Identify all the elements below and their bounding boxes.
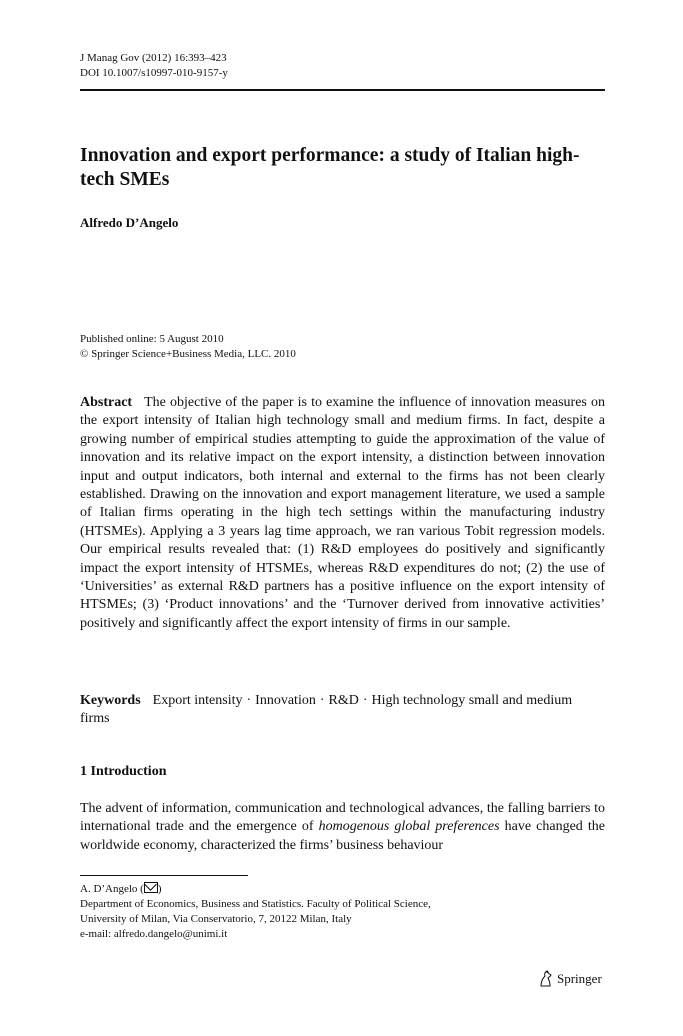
footnote-department: Department of Economics, Business and Statistics. Faculty of Political Science, <box>80 898 431 910</box>
paper-title: Innovation and export performance: a study of Italian high-tech SMEs <box>80 145 580 190</box>
keyword: R&D <box>328 693 359 708</box>
footnote-author: A. D’Angelo ( ) <box>80 883 162 895</box>
footnote-rule <box>80 875 248 876</box>
introduction-text: The advent of information, communication and technological advances, the falling barriers to international trade and the emergence of homogenous global preferences have changed the worldwide economy, characterized the firms’ business behaviour <box>80 801 605 853</box>
envelope-icon[interactable] <box>144 882 158 893</box>
keyword: Export intensity <box>152 693 243 708</box>
header-rule <box>80 89 605 91</box>
emphasis: homogenous global preferences <box>318 819 500 835</box>
publisher-logo <box>538 970 602 988</box>
section-heading: 1 Introduction <box>80 764 167 779</box>
footnote-email[interactable]: e-mail: alfredo.dangelo@unimi.it <box>80 928 228 940</box>
publication-info <box>80 332 296 362</box>
keywords: Keywords Export intensity · Innovation · R&D · High technology small and medium firms <box>80 693 573 727</box>
abstract-text: The objective of the paper is to examine the influence of innovation measures on the export intensity of Italian high technology small and medium firms. In fact, despite a growing number of empirical studies attempting to guide the approximation of the value of innovation and its relative impact on the export intensity, a distinction between innovation input and output indicators, both internal and external to the firms has not been clearly established. Drawing on the innovation and export management literature, we used a sample of Italian firms operating in the high tech settings within the manufacturing industry (HTSMEs). Applying a 3 years lag time approach, we ran various Tobit regression models. Our empirical results revealed that: (1) R&D employees do positively and significantly impact the export intensity of HTSMEs, whereas R&D expenditures do not; (2) the use of ‘Universities’ as external R&D partners has a positive influence on the export intensity of HTSMEs; (3) ‘Product innovations’ and the ‘Turnover derived from innovative activities’ positively and significantly affect the export intensity of firms in our sample. <box>80 395 605 631</box>
copyright: © Springer Science+Business Media, LLC. 2010 <box>80 348 296 360</box>
springer-horse-icon <box>538 970 554 988</box>
keyword: High technology small and medium firms <box>80 693 573 727</box>
published-date: Published online: 5 August 2010 <box>80 333 224 345</box>
publisher-name: Springer <box>557 971 602 986</box>
footnote-address: University of Milan, Via Conservatorio, 7, 20122 Milan, Italy <box>80 913 352 925</box>
footnote <box>80 882 431 942</box>
journal-citation: J Manag Gov (2012) 16:393–423 <box>80 52 227 64</box>
abstract-label: Abstract <box>80 395 133 410</box>
author-name: Alfredo D’Angelo <box>80 215 179 230</box>
keyword: Innovation <box>255 693 316 708</box>
keywords-label: Keywords <box>80 693 141 708</box>
abstract <box>80 394 605 633</box>
doi: DOI 10.1007/s10997-010-9157-y <box>80 67 228 79</box>
journal-header <box>80 51 228 81</box>
